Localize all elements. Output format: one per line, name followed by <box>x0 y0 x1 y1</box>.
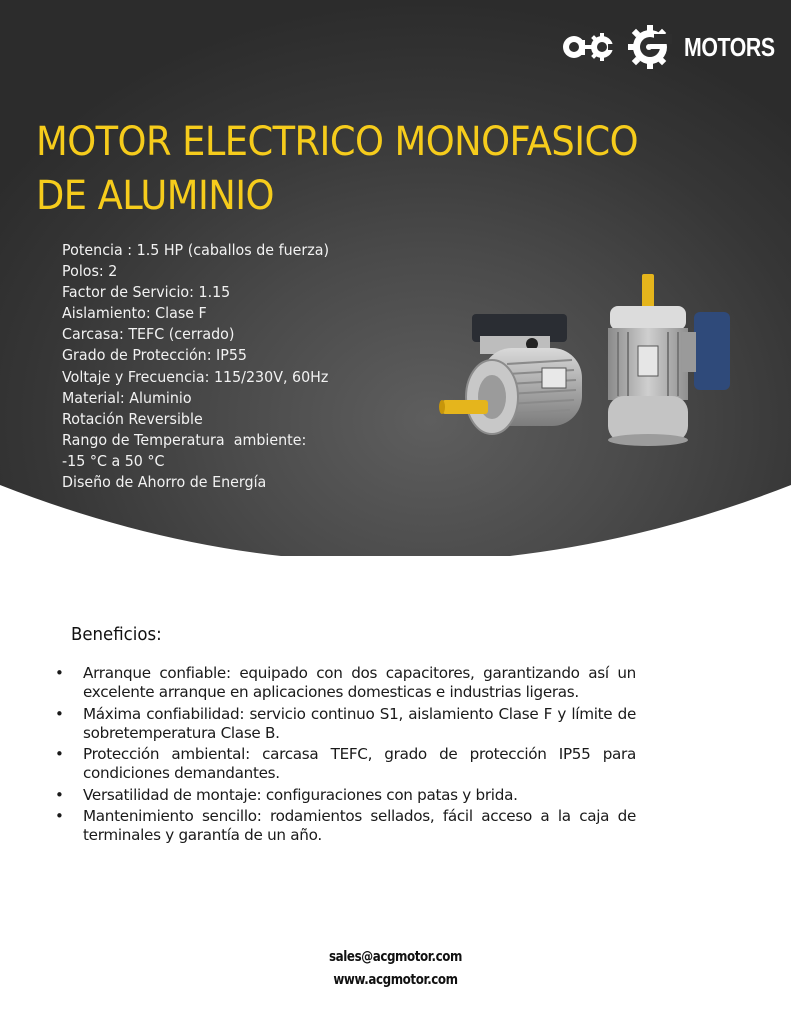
product-image-motors <box>432 272 732 462</box>
spec-service-factor: Factor de Servicio: 1.15 <box>62 283 231 302</box>
motor-vertical <box>608 274 730 446</box>
spec-protection: Grado de Protección: IP55 <box>62 346 248 365</box>
spec-power: Potencia : 1.5 HP (caballos de fuerza) <box>62 241 330 259</box>
contact-info <box>0 946 791 992</box>
benefit-environmental-protection <box>52 745 636 784</box>
title-line-1: MOTOR ELECTRICO MONOFASICO <box>36 119 639 165</box>
brand-logo <box>560 22 791 72</box>
motor-horizontal <box>439 314 582 434</box>
benefit-easy-maintenance <box>52 807 636 846</box>
benefits-heading: Beneficios: <box>71 624 162 645</box>
benefit-max-reliability <box>52 705 636 744</box>
benefit-text: Máxima confiabilidad: servicio continuo S1, aislamiento Clase F y límite de sobretemperatura Clase B. <box>83 704 636 742</box>
spec-list <box>62 240 329 493</box>
benefit-text: Protección ambiental: carcasa TEFC, grado de protección IP55 para condiciones demandantes. <box>83 745 636 783</box>
spec-voltage-frequency: Voltaje y Frecuencia: 115/230V, 60Hz <box>62 367 329 386</box>
spec-temp-range-label: Rango de Temperatura ambiente: <box>62 430 307 449</box>
spec-insulation: Aislamiento: Clase F <box>62 304 207 323</box>
benefit-text: Versatilidad de montaje: configuraciones con patas y brida. <box>83 785 518 804</box>
spec-material: Material: Aluminio <box>62 388 192 407</box>
title-line-2: DE ALUMINIO <box>36 173 274 219</box>
spec-housing: Carcasa: TEFC (cerrado) <box>62 325 235 344</box>
bullet-icon: • <box>55 745 64 764</box>
bullet-icon: • <box>55 664 64 682</box>
spec-rotation: Rotación Reversible <box>62 409 203 428</box>
bullet-icon: • <box>55 807 64 826</box>
benefits-list <box>52 664 636 848</box>
page-title <box>36 115 708 223</box>
brand-name: MOTORS <box>684 31 775 62</box>
benefit-reliable-start <box>52 664 636 703</box>
benefit-text: Mantenimiento sencillo: rodamientos sellados, fácil acceso a la caja de terminales y garantía de un año. <box>83 807 636 845</box>
spec-poles: Polos: 2 <box>62 262 118 281</box>
bullet-icon: • <box>55 704 64 723</box>
contact-website[interactable]: www.acgmotor.com <box>333 972 458 988</box>
benefit-mounting-versatility <box>52 786 636 805</box>
spec-energy-saving: Diseño de Ahorro de Energía <box>62 473 267 492</box>
benefit-text: Arranque confiable: equipado con dos capacitores, garantizando así un excelente arranque en aplicaciones domesticas e industrias ligeras. <box>83 664 636 702</box>
contact-email[interactable]: sales@acgmotor.com <box>329 949 462 965</box>
spec-temp-range-value: -15 °C a 50 °C <box>62 451 165 470</box>
bullet-icon: • <box>55 785 64 804</box>
ac-gear-icon <box>560 30 618 64</box>
g-gear-icon <box>628 24 672 70</box>
